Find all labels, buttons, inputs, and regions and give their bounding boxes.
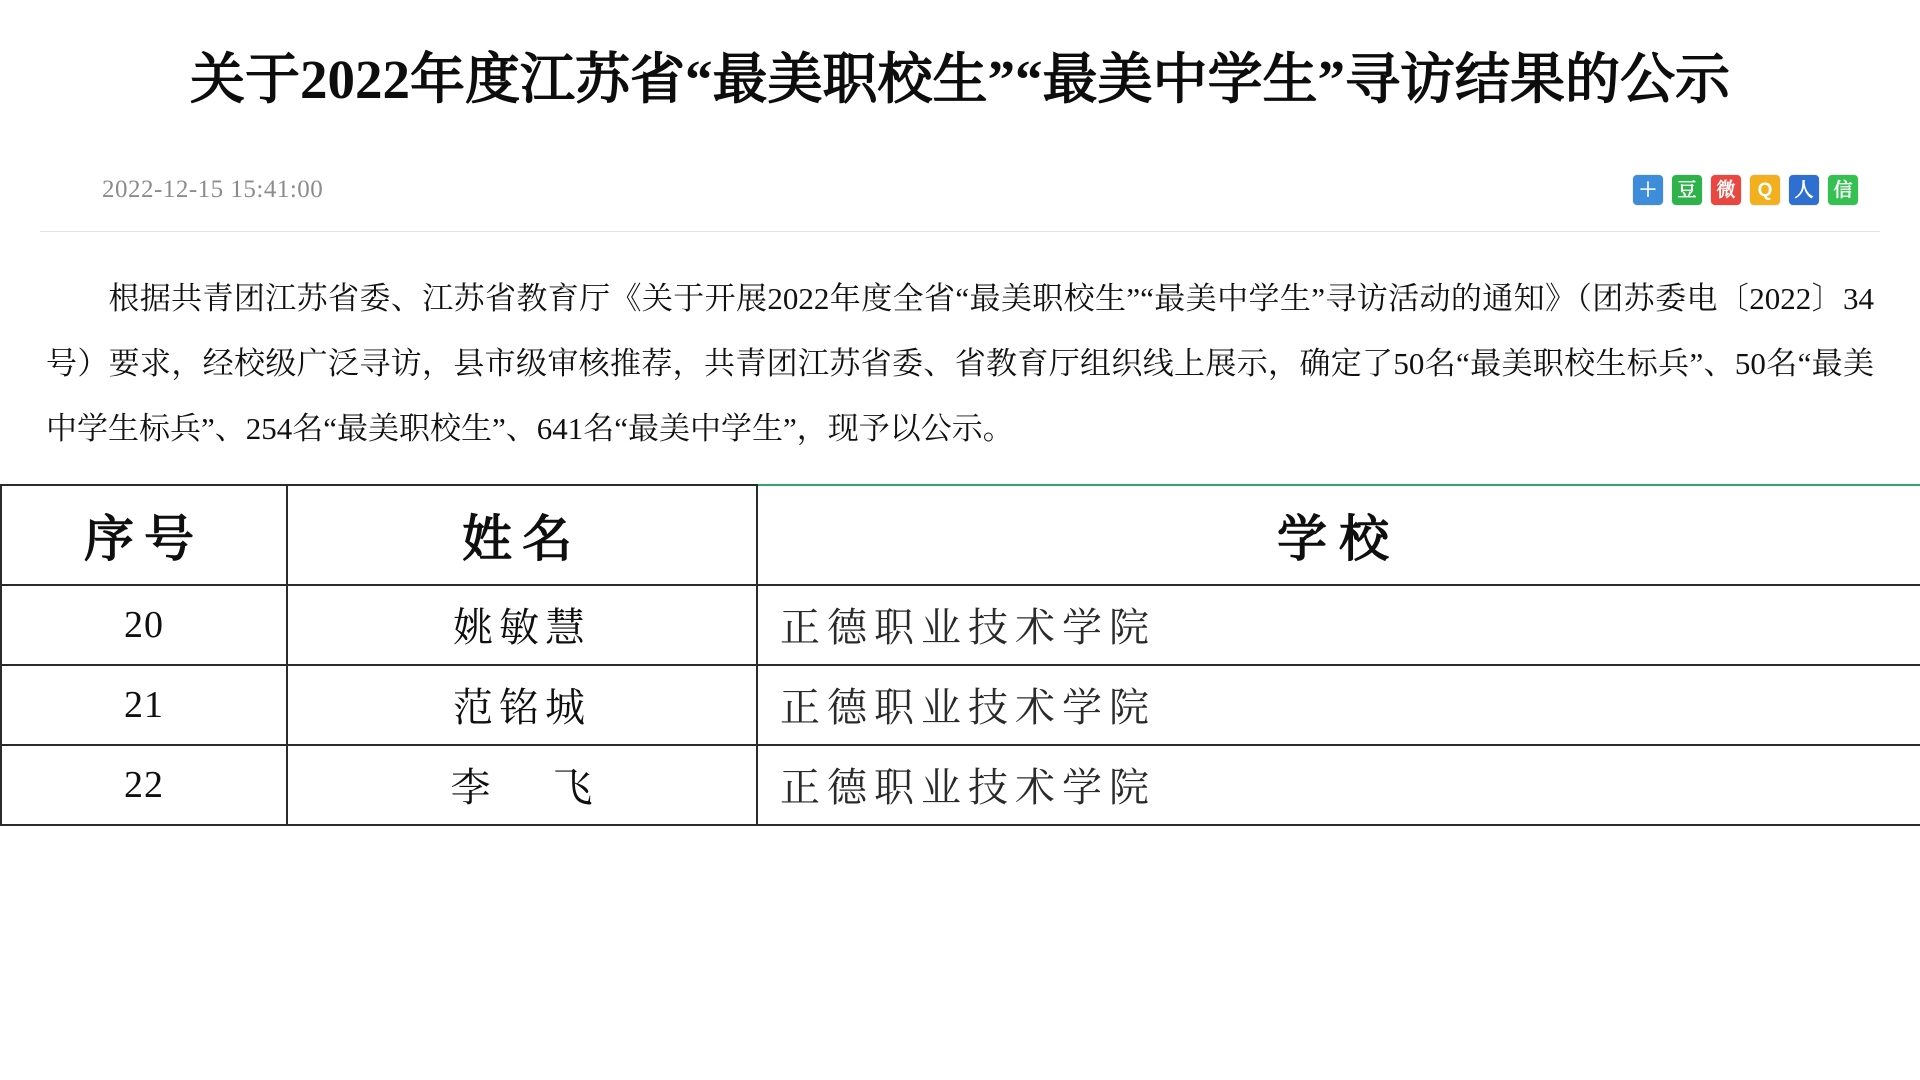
page-title: 关于2022年度江苏省“最美职校生”“最美中学生”寻访结果的公示 — [189, 49, 1730, 110]
table-header — [1, 485, 1920, 585]
cell-school: 正德职业技术学院 — [757, 745, 1920, 825]
cell-name: 姚敏慧 — [287, 585, 757, 665]
announcement-paragraph — [0, 232, 1920, 461]
table-row — [1, 585, 1920, 665]
column-header-school: 学校 — [757, 485, 1920, 585]
cell-name: 范铭城 — [287, 665, 757, 745]
meta-row — [40, 163, 1880, 217]
table-row — [1, 665, 1920, 745]
paragraph-text: 根据共青团江苏省委、江苏省教育厅《关于开展2022年度全省“最美职校生”“最美中学生”寻访活动的通知》（团苏委电〔2022〕34号）要求，经校级广泛寻访，县市级审核推荐，共青团江苏省委、省教育厅组织线上展示，确定了50名“最美职校生标兵”、50名“最美中学生标兵”、254名“最美职校生”、641名“最美中学生”，现予以公示。 — [46, 281, 1874, 447]
share-bar — [1633, 175, 1880, 205]
table-body — [1, 585, 1920, 825]
share-renren-icon[interactable]: 人 — [1789, 175, 1819, 205]
share-add-icon[interactable]: ＋ — [1633, 175, 1663, 205]
share-wechat-icon[interactable]: 信 — [1828, 175, 1858, 205]
results-table — [0, 484, 1920, 826]
table-header-row — [1, 485, 1920, 585]
column-header-name: 姓名 — [287, 485, 757, 585]
cell-index: 22 — [1, 745, 287, 825]
share-qzone-icon[interactable]: Q — [1750, 175, 1780, 205]
share-douban-icon[interactable]: 豆 — [1672, 175, 1702, 205]
cell-index: 20 — [1, 585, 287, 665]
publish-timestamp: 2022-12-15 15:41:00 — [102, 176, 324, 204]
cell-school: 正德职业技术学院 — [757, 665, 1920, 745]
cell-name: 李 飞 — [287, 745, 757, 825]
share-weibo-icon[interactable]: 微 — [1711, 175, 1741, 205]
table-row — [1, 745, 1920, 825]
cell-school: 正德职业技术学院 — [757, 585, 1920, 665]
column-header-index: 序号 — [1, 485, 287, 585]
cell-index: 21 — [1, 665, 287, 745]
